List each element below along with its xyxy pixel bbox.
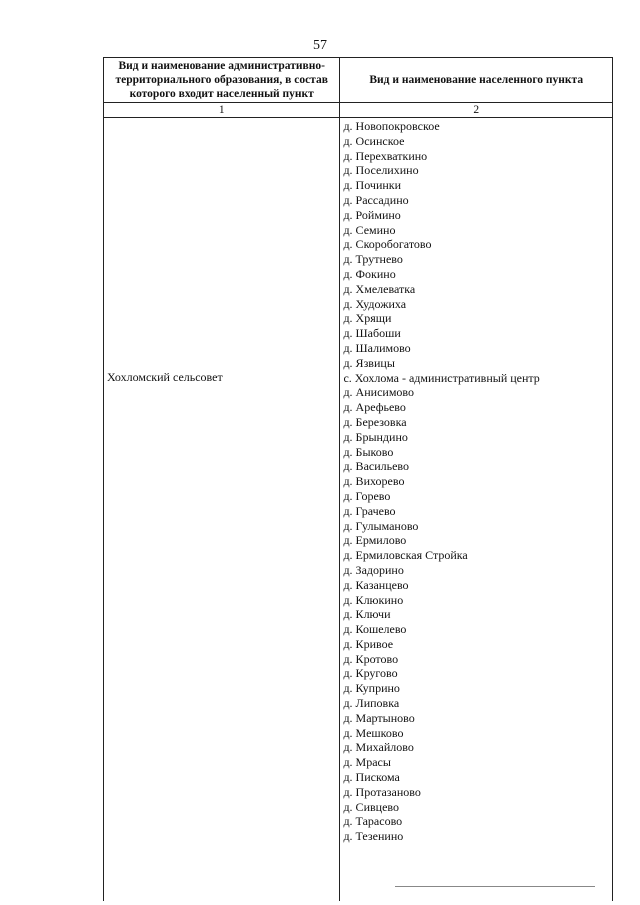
settlement-item: д. Трутнево xyxy=(343,252,403,267)
settlement-item: д. Пискома xyxy=(343,770,400,785)
settlement-item: д. Грачево xyxy=(343,503,396,518)
column-number-row xyxy=(104,103,613,118)
settlement-item: д. Горево xyxy=(343,488,391,503)
settlement-item: д. Быково xyxy=(343,444,394,459)
settlement-item: д. Шалимово xyxy=(343,340,411,355)
settlement-item: д. Хмелеватка xyxy=(343,281,416,296)
settlement-item: д. Мешково xyxy=(343,725,404,740)
settlement-item: д. Перехваткино xyxy=(343,148,428,163)
settlement-item: д. Рассадино xyxy=(343,192,409,207)
column-number-1: 1 xyxy=(104,103,340,118)
settlements-table xyxy=(103,57,613,901)
settlement-item: д. Фокино xyxy=(343,266,396,281)
settlement-item: д. Ключи xyxy=(343,607,391,622)
settlement-item: д. Тезенино xyxy=(343,829,404,844)
municipality-name: Хохломский сельсовет xyxy=(107,370,223,384)
settlement-item: с. Хохлома - административный центр xyxy=(343,370,540,385)
settlement-item: д. Васильево xyxy=(343,459,410,474)
settlement-list xyxy=(343,119,612,844)
settlement-item: д. Скоробогатово xyxy=(343,237,432,252)
settlement-item: д. Анисимово xyxy=(343,385,414,400)
settlement-item: д. Кругово xyxy=(343,666,398,681)
settlement-item: д. Новопокровское xyxy=(343,119,440,133)
settlement-item: д. Кривое xyxy=(343,636,394,651)
settlement-item: д. Казанцево xyxy=(343,577,409,592)
settlement-item: д. Березовка xyxy=(343,414,407,429)
settlement-item: д. Брындино xyxy=(343,429,408,444)
settlement-item: д. Протазаново xyxy=(343,784,421,799)
settlement-item: д. Осинское xyxy=(343,133,405,148)
page-number: 57 xyxy=(313,38,327,53)
settlement-item: д. Мрасы xyxy=(343,755,391,770)
settlement-item: д. Сивцево xyxy=(343,799,399,814)
settlement-item: д. Ермилово xyxy=(343,533,407,548)
settlement-item: д. Михайлово xyxy=(343,740,414,755)
settlement-list-cell xyxy=(340,118,613,902)
settlement-item: д. Гулыманово xyxy=(343,518,419,533)
settlement-item: д. Кротово xyxy=(343,651,399,666)
settlement-item: д. Починки xyxy=(343,178,402,193)
settlement-item: д. Кошелево xyxy=(343,622,407,637)
settlement-item: д. Хрящи xyxy=(343,311,392,326)
column-header-settlement: Вид и наименование населенного пункта xyxy=(340,58,613,103)
settlement-item: д. Художиха xyxy=(343,296,407,311)
municipality-cell xyxy=(104,118,340,902)
settlement-item: д. Семино xyxy=(343,222,396,237)
settlement-item: д. Роймино xyxy=(343,207,401,222)
settlement-item: д. Липовка xyxy=(343,696,400,711)
settlement-item: д. Вихорево xyxy=(343,474,405,489)
settlement-item: д. Поселихино xyxy=(343,163,419,178)
settlement-item: д. Клюкино xyxy=(343,592,404,607)
table-header-row xyxy=(104,58,613,103)
column-header-municipality: Вид и наименование административно-территориального образования, в состав которого входит населенный пункт xyxy=(104,58,340,103)
column-number-2: 2 xyxy=(340,103,613,118)
settlement-item: д. Шабоши xyxy=(343,326,401,341)
settlement-item: д. Арефьево xyxy=(343,400,406,415)
settlement-item: д. Тарасово xyxy=(343,814,403,829)
settlement-item: д. Мартыново xyxy=(343,710,415,725)
scan-bottom-line xyxy=(395,886,595,887)
settlement-item: д. Ермиловская Стройка xyxy=(343,548,468,563)
settlement-item: д. Язвицы xyxy=(343,355,395,370)
settlement-item: д. Задорино xyxy=(343,562,404,577)
table-row xyxy=(104,118,613,902)
settlement-item: д. Куприно xyxy=(343,681,400,696)
